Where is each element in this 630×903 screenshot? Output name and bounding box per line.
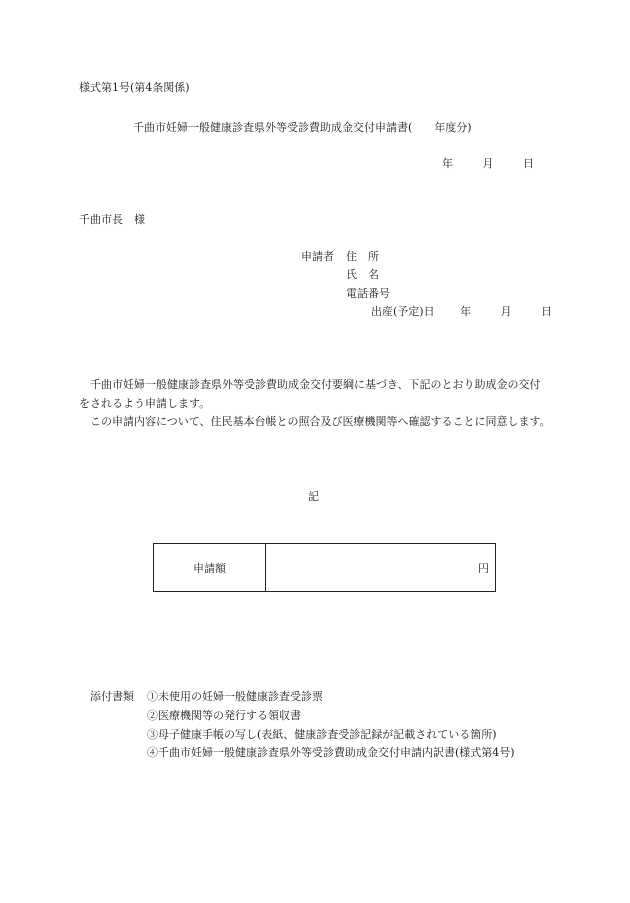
- request-body: [79, 376, 551, 432]
- phone-label: 電話番号: [346, 287, 390, 300]
- birth-month-label: 月: [500, 305, 512, 318]
- attachment-item: ③母子健康手帳の写し(表紙、健康診査受診記録が記載されている箇所): [147, 728, 497, 741]
- amount-label: 申請額: [154, 544, 266, 591]
- ki-heading: 記: [308, 490, 319, 503]
- birth-date-label: 出産(予定)日: [371, 305, 435, 318]
- amount-table: [153, 543, 496, 592]
- consent-paragraph: この申請内容について、住民基本台帳との照合及び医療機関等へ確認することに同意します。: [90, 415, 551, 428]
- birth-year-label: 年: [460, 305, 472, 318]
- request-paragraph: 千曲市妊婦一般健康診査県外等受診費助成金交付要綱に基づき、下記のとおり助成金の交付をされるよう申請します。: [79, 378, 541, 410]
- attachment-item: ②医療機関等の発行する領収書: [147, 709, 301, 722]
- document-title: 千曲市妊婦一般健康診査県外等受診費助成金交付申請書( 年度分): [133, 121, 472, 134]
- date-month-label: 月: [482, 157, 494, 170]
- name-label: 氏 名: [346, 268, 379, 281]
- application-date: [442, 157, 534, 171]
- amount-value-cell[interactable]: [266, 544, 495, 591]
- attachments-label: 添付書類: [90, 690, 134, 703]
- address-label: 住 所: [346, 250, 379, 263]
- birth-date-line: [371, 305, 552, 319]
- amount-unit: 円: [478, 561, 489, 575]
- date-day-label: 日: [523, 157, 534, 170]
- form-number: 様式第1号(第4条関係): [79, 81, 190, 94]
- birth-day-label: 日: [541, 305, 553, 318]
- attachment-item: ④千曲市妊婦一般健康診査県外等受診費助成金交付申請内訳書(様式第4号): [147, 746, 515, 759]
- addressee: 千曲市長 様: [79, 213, 145, 226]
- date-year-label: 年: [442, 157, 453, 170]
- attachment-item: ①未使用の妊婦一般健康診査受診票: [147, 690, 323, 703]
- applicant-label: 申請者: [301, 250, 334, 263]
